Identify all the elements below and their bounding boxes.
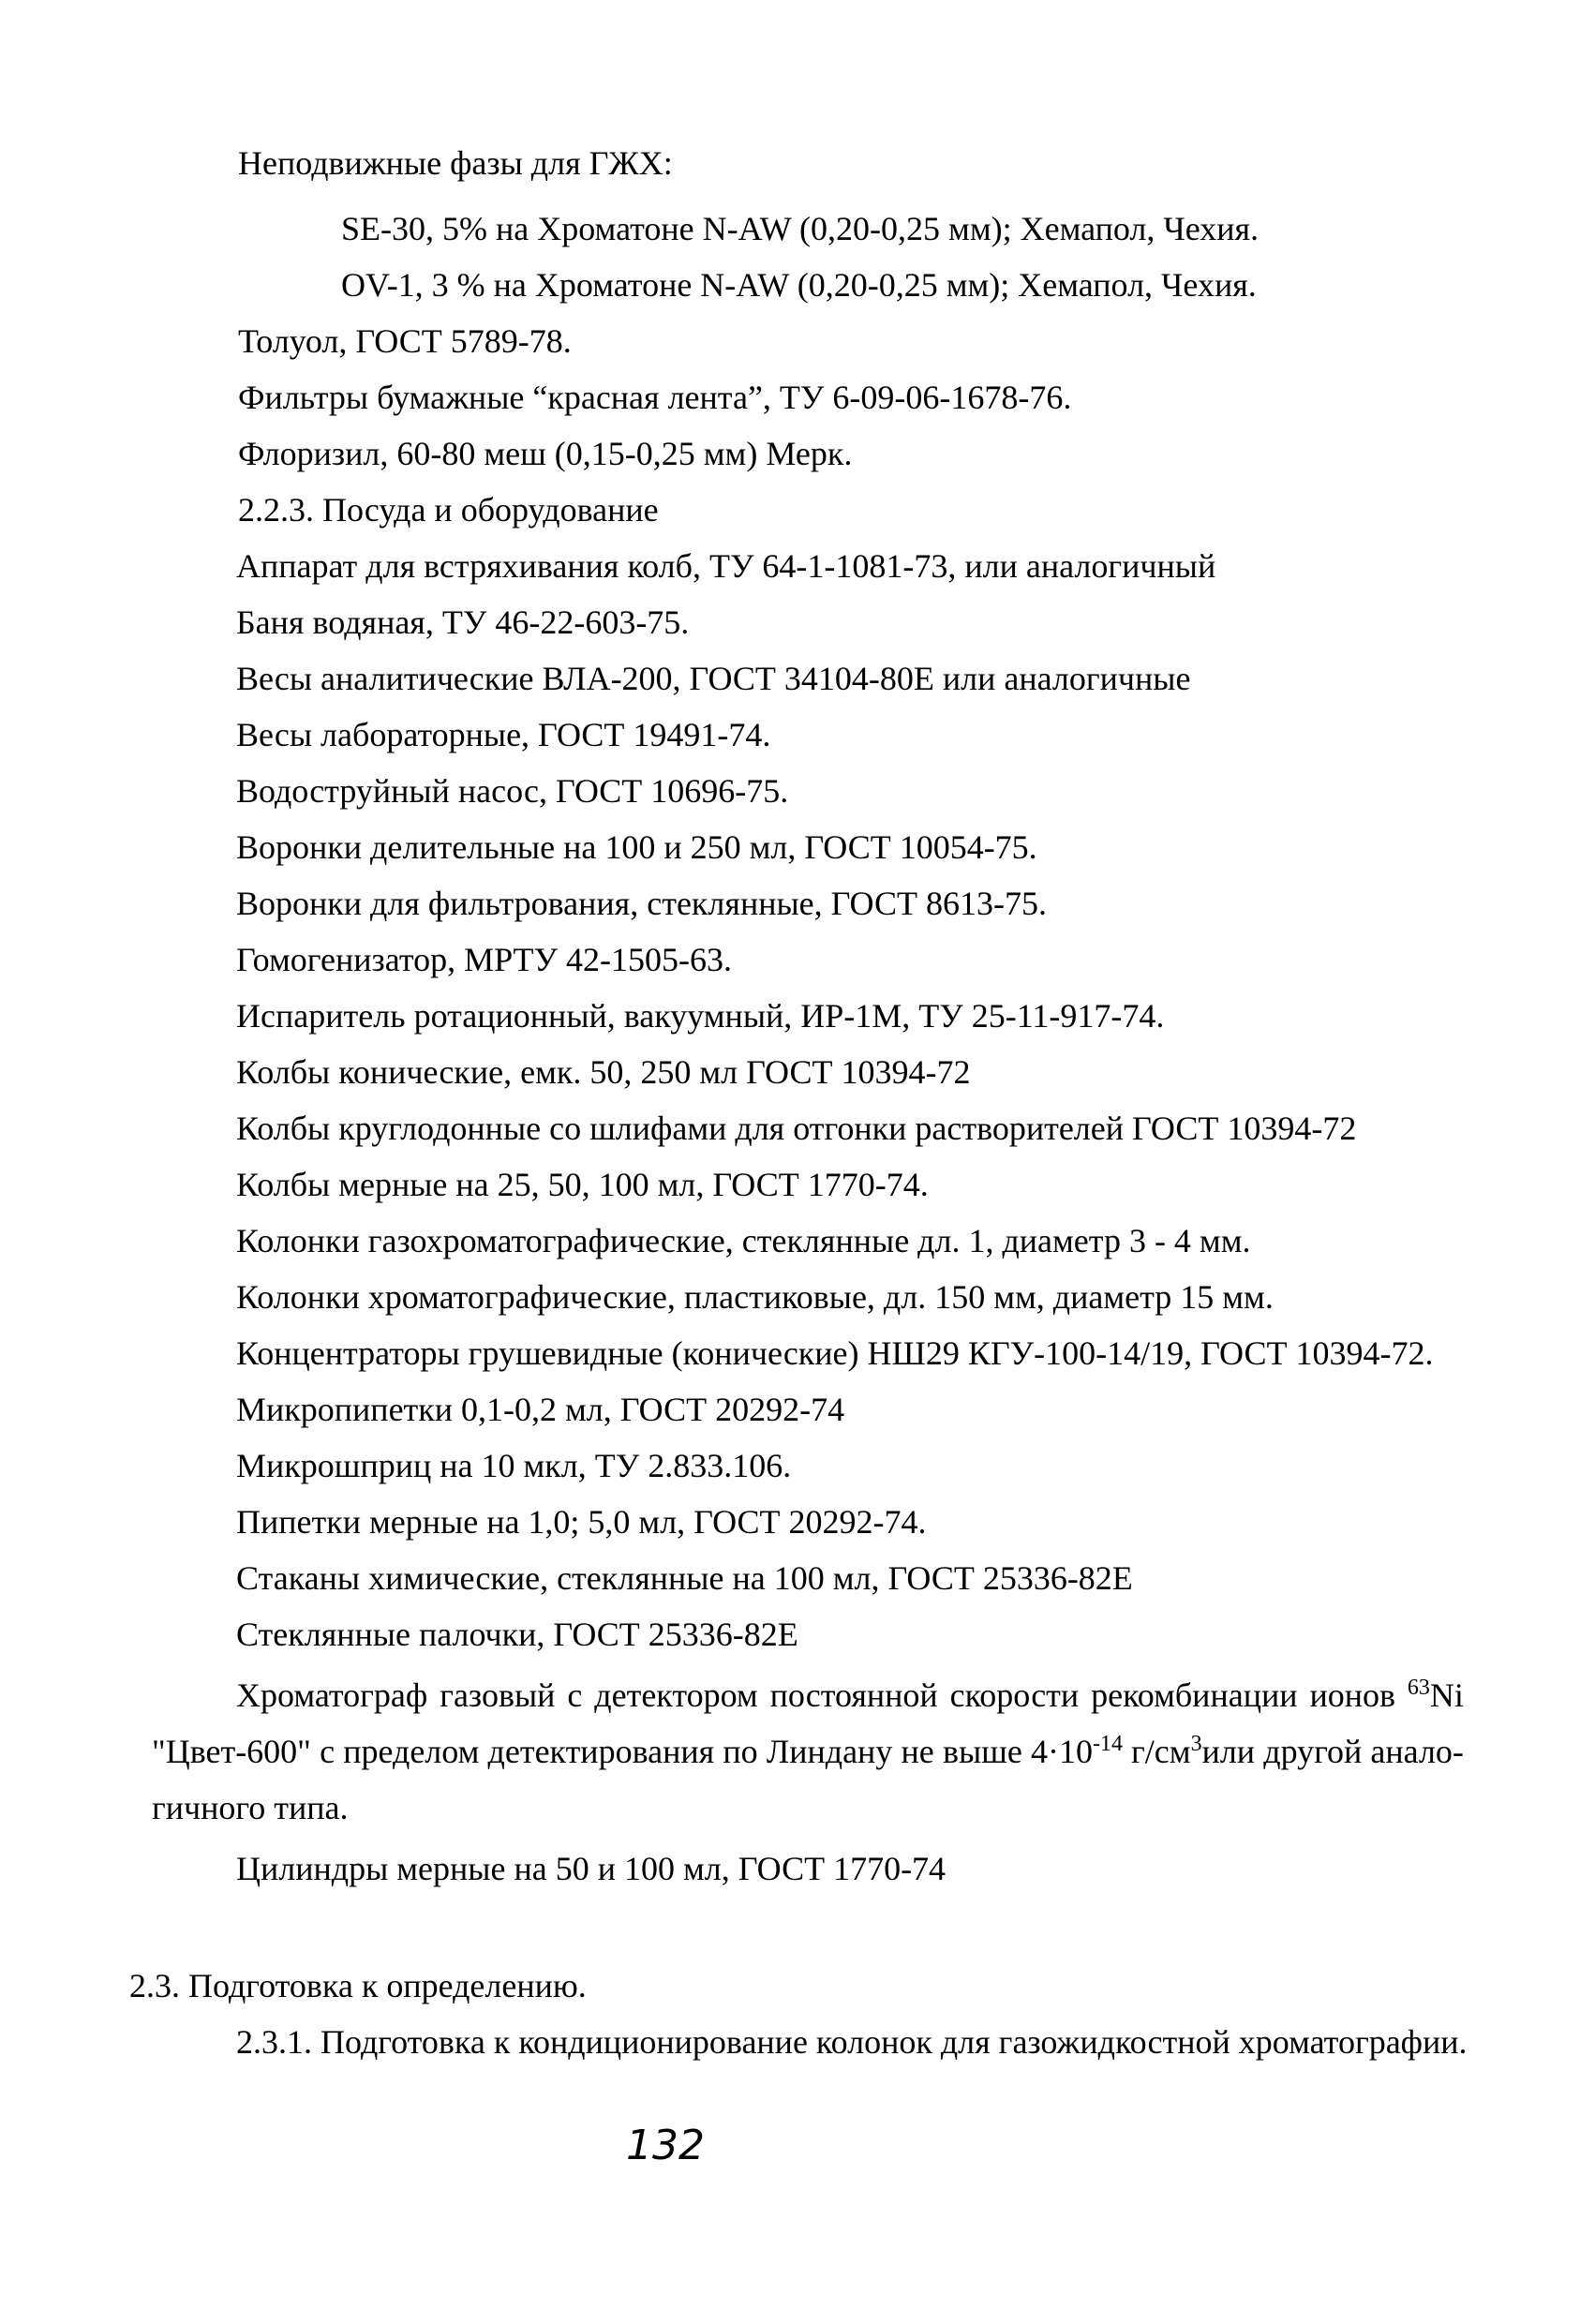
- paragraph-word: постоянной: [769, 1676, 938, 1714]
- paragraph-word: детектором: [594, 1676, 758, 1714]
- stationary-phase-item: SE-30, 5% на Хроматоне N-AW (0,20-0,25 мм); Хемапол, Чехия.: [341, 210, 1260, 247]
- paragraph-word: Линдану: [766, 1733, 893, 1770]
- limit-unit-exponent: 3: [1190, 1732, 1202, 1756]
- equipment-item: Колбы мерные на 25, 50, 100 мл, ГОСТ 1770-74.: [236, 1166, 929, 1203]
- chromatograph-line-3: гичного типа.: [152, 1789, 349, 1826]
- paragraph-word: рекомбинации: [1091, 1676, 1298, 1714]
- equipment-item: Стаканы химические, стеклянные на 100 мл, ГОСТ 25336-82Е: [236, 1559, 1133, 1597]
- equipment-item: Водоструйный насос, ГОСТ 10696-75.: [236, 772, 789, 810]
- equipment-item: Гомогенизатор, МРТУ 42-1505-63.: [236, 941, 732, 978]
- equipment-item: Баня водяная, ТУ 46-22-603-75.: [236, 603, 690, 641]
- reagent-item: Фильтры бумажные “красная лента”, ТУ 6-09-06-1678-76.: [238, 379, 1072, 416]
- paragraph-word: или: [1201, 1733, 1256, 1770]
- paragraph-word: пределом: [343, 1733, 480, 1770]
- equipment-item: Стеклянные палочки, ГОСТ 25336-82Е: [236, 1616, 798, 1653]
- paragraph-word: скорости: [949, 1676, 1080, 1714]
- paragraph-word: анало-: [1370, 1733, 1464, 1770]
- stationary-phases-heading: Неподвижные фазы для ГЖХ:: [238, 144, 673, 182]
- equipment-item: Колонки газохроматографические, стеклянные дл. 1, диаметр 3 - 4 мм.: [236, 1222, 1251, 1259]
- paragraph-word: с: [567, 1676, 583, 1714]
- stationary-phase-item: OV-1, 3 % на Хроматоне N-AW (0,20-0,25 мм); Хемапол, Чехия.: [341, 266, 1257, 304]
- paragraph-word: другой: [1263, 1733, 1363, 1770]
- section-23-heading: 2.3. Подготовка к определению.: [129, 1967, 587, 2004]
- equipment-item: Колбы круглодонные со шлифами для отгонки растворителей ГОСТ 10394-72: [236, 1110, 1357, 1147]
- limit-prefix: 4·10: [1031, 1733, 1094, 1770]
- isotope-symbol: Ni: [1429, 1676, 1464, 1714]
- reagent-item: Флоризил, 60-80 меш (0,15-0,25 мм) Мерк.: [238, 435, 853, 472]
- cylinders-item: Цилиндры мерные на 50 и 100 мл, ГОСТ 1770-74: [236, 1850, 947, 1887]
- section-223-heading: 2.2.3. Посуда и оборудование: [238, 491, 659, 529]
- paragraph-word: "Цвет-600": [152, 1733, 311, 1770]
- chromatograph-line-2: [152, 1731, 1464, 1772]
- chromatograph-line-1: [236, 1675, 1464, 1716]
- equipment-item: Воронки для фильтрования, стеклянные, ГОСТ 8613-75.: [236, 885, 1047, 922]
- page-number: 132: [626, 2122, 705, 2169]
- equipment-item: Весы лабораторные, ГОСТ 19491-74.: [236, 716, 771, 753]
- section-231-heading: 2.3.1. Подготовка к кондиционирование колонок для газожидкостной хроматографии.: [236, 2023, 1468, 2061]
- paragraph-word: не: [901, 1733, 934, 1770]
- equipment-item: Воронки делительные на 100 и 250 мл, ГОСТ 10054-75.: [236, 828, 1037, 866]
- equipment-item: Микропипетки 0,1-0,2 мл, ГОСТ 20292-74: [236, 1391, 845, 1428]
- limit-exponent: -14: [1093, 1732, 1124, 1756]
- equipment-item: Весы аналитические ВЛА-200, ГОСТ 34104-80Е или аналогичные: [236, 660, 1191, 697]
- paragraph-word: Хроматограф: [236, 1676, 428, 1714]
- equipment-item: Пипетки мерные на 1,0; 5,0 мл, ГОСТ 20292-74.: [236, 1503, 927, 1541]
- paragraph-word: газовый: [440, 1676, 556, 1714]
- equipment-item: Колонки хроматографические, пластиковые, дл. 150 мм, диаметр 15 мм.: [236, 1278, 1274, 1316]
- paragraph-word: по: [723, 1733, 758, 1770]
- equipment-item: Микрошприц на 10 мкл, ТУ 2.833.106.: [236, 1447, 792, 1484]
- paragraph-word: детектирования: [487, 1733, 715, 1770]
- equipment-item: Испаритель ротационный, вакуумный, ИР-1М, ТУ 25-11-917-74.: [236, 997, 1165, 1035]
- equipment-item: Аппарат для встряхивания колб, ТУ 64-1-1081-73, или аналогичный: [236, 547, 1216, 585]
- equipment-item: Колбы конические, емк. 50, 250 мл ГОСТ 10394-72: [236, 1053, 971, 1091]
- paragraph-word: выше: [942, 1733, 1022, 1770]
- isotope-mass: 63: [1407, 1676, 1430, 1700]
- isotope-label: [1408, 1675, 1464, 1716]
- detection-limit: [1031, 1731, 1255, 1772]
- reagent-item: Толуол, ГОСТ 5789-78.: [238, 322, 572, 360]
- paragraph-word: с: [320, 1733, 335, 1770]
- limit-unit: г/см: [1131, 1733, 1191, 1770]
- paragraph-word: ионов: [1309, 1676, 1395, 1714]
- equipment-item: Концентраторы грушевидные (конические) НШ29 КГУ-100-14/19, ГОСТ 10394-72.: [236, 1334, 1434, 1372]
